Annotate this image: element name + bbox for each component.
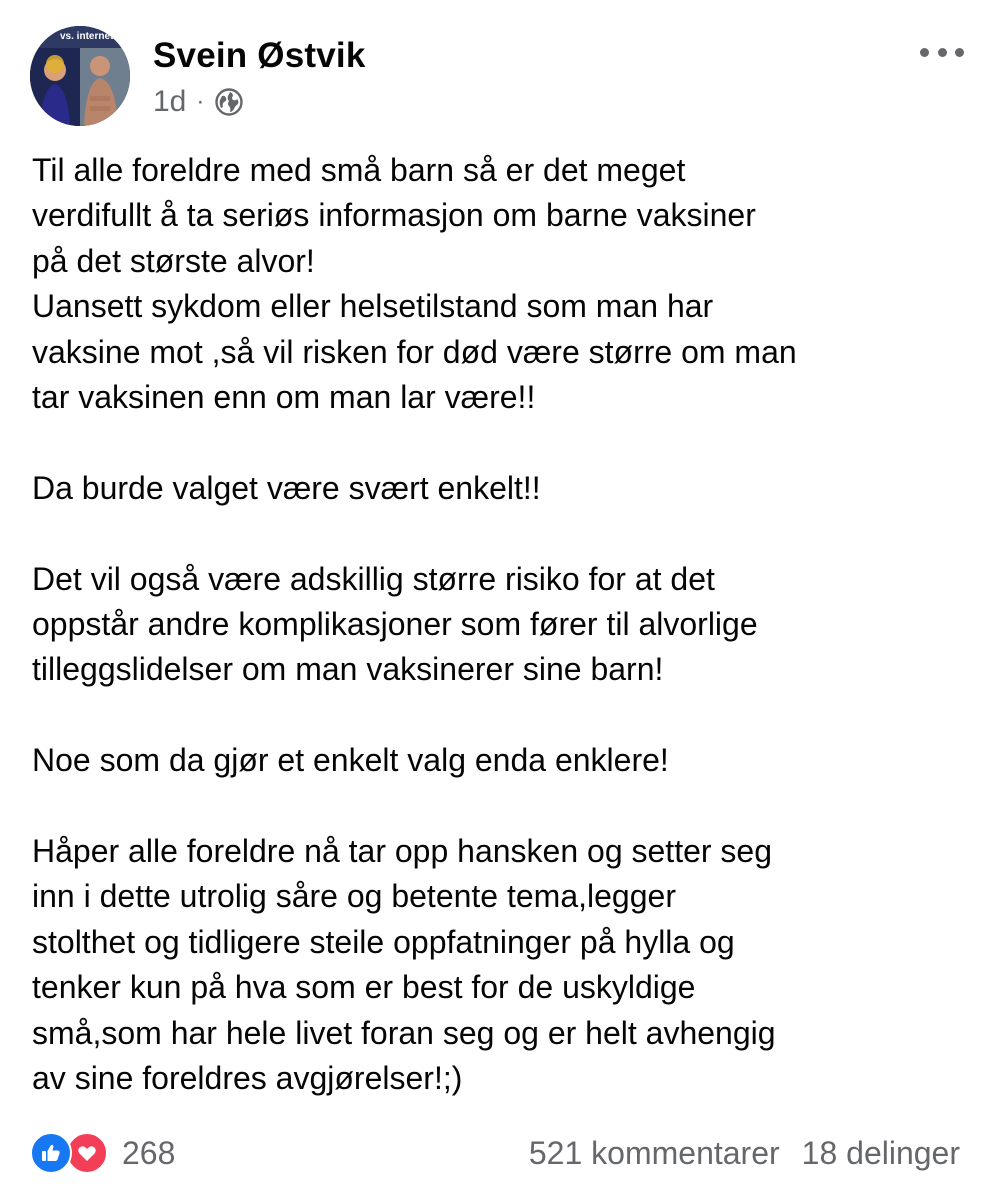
love-icon: [66, 1132, 108, 1174]
post-paragraph: Til alle foreldre med små barn så er det meget verdifullt å ta seriøs informasjon om barne vaksiner på det største alvor! Uansett sykdom eller helsetilstand som man har vaksine mot ,så vil risken for død være større om man tar vaksinen enn om man lar være!!: [32, 152, 797, 416]
shares-count-link[interactable]: 18 delinger: [801, 1134, 960, 1171]
avatar-image: [30, 26, 130, 126]
comments-count-link[interactable]: 521 kommentarer: [528, 1134, 780, 1171]
meta-separator: ·: [196, 88, 205, 115]
author-name[interactable]: Svein Østvik: [153, 36, 366, 75]
reaction-count: 268: [122, 1134, 176, 1171]
post-body: [32, 148, 967, 1101]
more-horizontal-icon: [955, 48, 964, 57]
more-horizontal-icon: [920, 48, 929, 57]
post-meta: [153, 84, 244, 120]
avatar[interactable]: [30, 26, 130, 126]
more-horizontal-icon: [938, 48, 947, 57]
post-paragraph: Håper alle foreldre nå tar opp hansken og setter seg inn i dette utrolig såre og betente tema,legger stolthet og tidligere steile oppfatninger på hylla og tenker kun på hva som er best for de uskyldige små,som har hele livet foran seg og er helt avhengig av sine foreldres avgjørelser!;): [32, 833, 776, 1097]
reactions-summary[interactable]: [30, 1130, 175, 1176]
post-time[interactable]: 1d: [153, 85, 187, 118]
post-paragraph: Noe som da gjør et enkelt valg enda enklere!: [32, 742, 669, 779]
post-paragraph: Det vil også være adskillig større risiko for at det oppstår andre komplikasjoner som fører til alvorlige tilleggslidelser om man vaksinerer sine barn!: [32, 560, 758, 688]
post-stats: [529, 1130, 960, 1176]
more-options-button[interactable]: [920, 42, 964, 62]
post-footer: [30, 1130, 960, 1176]
like-icon: [30, 1132, 72, 1174]
avatar-caption: vs. internet: [60, 31, 114, 42]
globe-icon[interactable]: [214, 87, 244, 117]
post-header: [30, 26, 970, 130]
post-paragraph: Da burde valget være svært enkelt!!: [32, 469, 541, 506]
reaction-icons: [30, 1130, 110, 1176]
